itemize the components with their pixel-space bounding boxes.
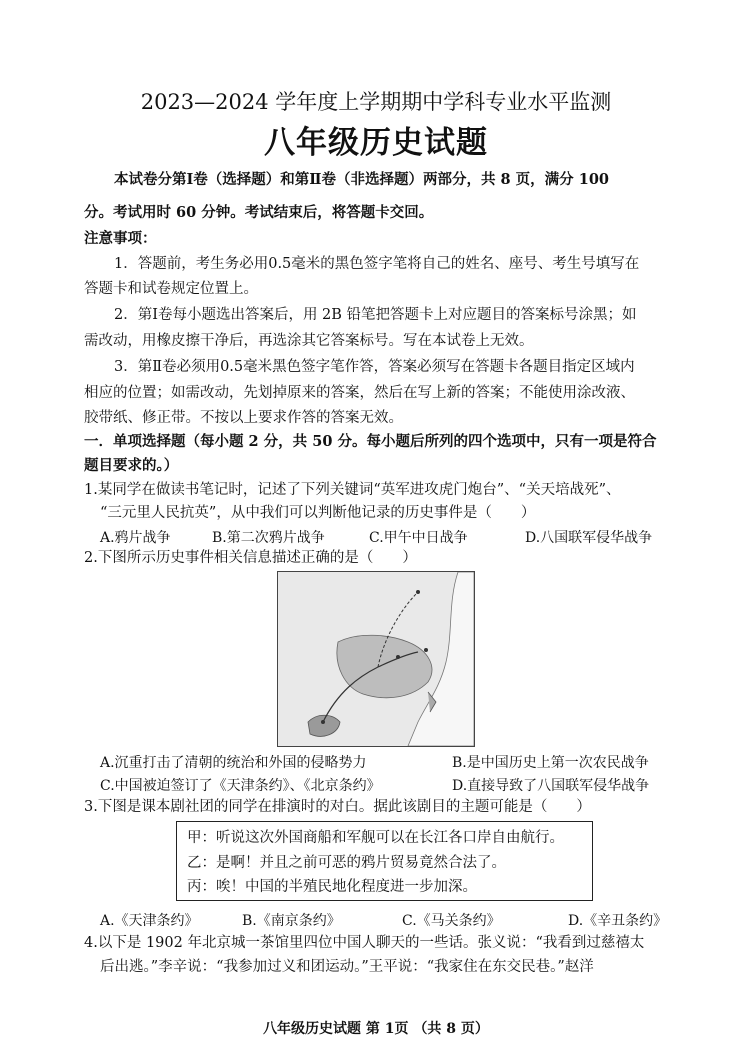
intro-line-1: 本试卷分第Ⅰ卷（选择题）和第Ⅱ卷（非选择题）两部分，共 8 页，满分 100 (114, 171, 610, 188)
q4-stem-line-1: 4.以下是 1902 年北京城一茶馆里四位中国人聊天的一些话。张义说：“我看到过慈禧太 (84, 935, 645, 951)
notes-heading: 注意事项： (84, 230, 157, 247)
q3-dialog-box (176, 821, 593, 901)
q1-stem-line-2: “三元里人民抗英”，从中我们可以判断他记录的历史事件是（ ） (100, 505, 536, 521)
q2-option-a: A.沉重打击了清朝的统治和外国的侵略势力 (100, 755, 367, 771)
q3-option-d: D.《辛丑条约》 (568, 913, 668, 929)
q1-stem-line-1: 1.某同学在做读书笔记时，记述了下列关键词“英军进攻虎门炮台”、“关天培战死”、 (84, 482, 621, 498)
page-footer: 八年级历史试题 第 1页 （共 8 页） (263, 1021, 489, 1037)
note-line: 2．第Ⅰ卷每小题选出答案后，用 2B 铅笔把答题卡上对应题目的答案标号涂黑；如 (114, 307, 637, 323)
q1-option-d: D.八国联军侵华战争 (525, 530, 653, 546)
note-line: 相应的位置；如需改动，先划掉原来的答案，然后在写上新的答案；不能使用涂改液、 (84, 385, 635, 401)
q3-stem: 3.下图是课本剧社团的同学在排演时的对白。据此该剧目的主题可能是（ ） (84, 799, 591, 815)
q2-option-d: D.直接导致了八国联军侵华战争 (452, 778, 650, 794)
q4-stem-line-2: 后出逃。”李辛说：“我参加过义和团运动。”王平说：“我家住在东交民巷。”赵洋 (100, 959, 594, 975)
exam-series-title: 2023—2024 学年度上学期期中学科专业水平监测 (140, 90, 612, 114)
exam-title: 八年级历史试题 (264, 125, 488, 161)
q2-option-b: B.是中国历史上第一次农民战争 (452, 755, 649, 771)
q2-option-c: C.中国被迫签订了《天津条约》、《北京条约》 (100, 778, 381, 794)
section-heading-cont: 题目要求的。） (84, 457, 179, 474)
q3-option-b: B.《南京条约》 (242, 913, 341, 929)
q1-option-c: C.甲午中日战争 (369, 530, 468, 546)
note-line: 需改动，用橡皮擦干净后，再选涂其它答案标号。写在本试卷上无效。 (84, 333, 534, 349)
dialog-line: 甲：听说这次外国商船和军舰可以在长江各口岸自由航行。 (187, 830, 564, 846)
intro-line-2: 分。考试用时 60 分钟。考试结束后，将答题卡交回。 (84, 204, 434, 221)
note-line: 3．第Ⅱ卷必须用0.5毫米黑色签字笔作答，答案必须写在答题卡各题目指定区域内 (114, 359, 635, 375)
note-line: 答题卡和试卷规定位置上。 (84, 281, 258, 297)
note-line: 1．答题前，考生务必用0.5毫米的黑色签字笔将自己的姓名、座号、考生号填写在 (114, 256, 640, 272)
q1-option-a: A.鸦片战争 (100, 530, 171, 546)
dialog-line: 乙：是啊！并且之前可恶的鸦片贸易竟然合法了。 (187, 855, 506, 871)
q2-stem: 2.下图所示历史事件相关信息描述正确的是（ ） (84, 550, 417, 566)
q1-option-b: B.第二次鸦片战争 (212, 530, 325, 546)
note-line: 胶带纸、修正带。不按以上要求作答的答案无效。 (84, 410, 403, 426)
dialog-line: 丙：唉！中国的半殖民地化程度进一步加深。 (187, 879, 477, 895)
q3-option-c: C.《马关条约》 (402, 913, 501, 929)
section-heading: 一．单项选择题（每小题 2 分，共 50 分。每小题后所列的四个选项中，只有一项是符合 (84, 433, 657, 450)
map-graphic (278, 572, 474, 746)
q3-option-a: A.《天津条约》 (100, 913, 199, 929)
historical-route-map (277, 571, 475, 747)
